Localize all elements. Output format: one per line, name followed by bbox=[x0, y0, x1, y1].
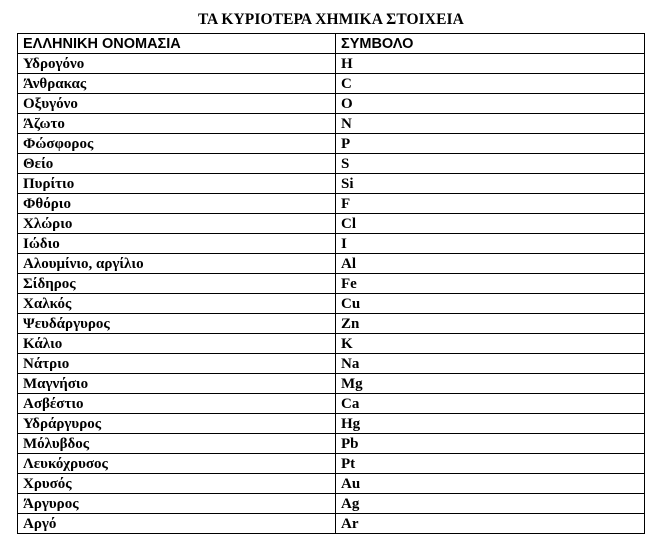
column-header-symbol: ΣΥΜΒΟΛΟ bbox=[336, 34, 645, 54]
table-row bbox=[18, 314, 645, 334]
element-name-cell: Νάτριο bbox=[18, 354, 336, 374]
table-row bbox=[18, 394, 645, 414]
elements-table bbox=[17, 33, 645, 534]
table-row bbox=[18, 234, 645, 254]
element-symbol-cell: P bbox=[336, 134, 645, 154]
element-symbol-cell: N bbox=[336, 114, 645, 134]
element-symbol-cell: Mg bbox=[336, 374, 645, 394]
element-name-cell: Ψευδάργυρος bbox=[18, 314, 336, 334]
element-symbol-cell: Pt bbox=[336, 454, 645, 474]
element-symbol-cell: Fe bbox=[336, 274, 645, 294]
table-row bbox=[18, 374, 645, 394]
table-row bbox=[18, 494, 645, 514]
element-symbol-cell: Na bbox=[336, 354, 645, 374]
element-name-cell: Υδράργυρος bbox=[18, 414, 336, 434]
element-symbol-cell: Pb bbox=[336, 434, 645, 454]
element-name-cell: Χλώριο bbox=[18, 214, 336, 234]
element-name-cell: Αλουμίνιο, αργίλιο bbox=[18, 254, 336, 274]
table-row bbox=[18, 134, 645, 154]
table-row bbox=[18, 154, 645, 174]
element-name-cell: Φθόριο bbox=[18, 194, 336, 214]
element-name-cell: Πυρίτιο bbox=[18, 174, 336, 194]
table-row bbox=[18, 434, 645, 454]
element-name-cell: Θείο bbox=[18, 154, 336, 174]
element-name-cell: Χαλκός bbox=[18, 294, 336, 314]
page-title: ΤΑ ΚΥΡΙΟΤΕΡΑ ΧΗΜΙΚΑ ΣΤΟΙΧΕΙΑ bbox=[198, 11, 464, 28]
element-symbol-cell: Hg bbox=[336, 414, 645, 434]
element-name-cell: Μόλυβδος bbox=[18, 434, 336, 454]
element-symbol-cell: Ag bbox=[336, 494, 645, 514]
table-row bbox=[18, 354, 645, 374]
element-symbol-cell: Cu bbox=[336, 294, 645, 314]
element-symbol-cell: Cl bbox=[336, 214, 645, 234]
element-name-cell: Κάλιο bbox=[18, 334, 336, 354]
table-header-row bbox=[18, 34, 645, 54]
table-row bbox=[18, 474, 645, 494]
element-name-cell: Οξυγόνο bbox=[18, 94, 336, 114]
element-name-cell: Υδρογόνο bbox=[18, 54, 336, 74]
table-row bbox=[18, 74, 645, 94]
table-row bbox=[18, 334, 645, 354]
element-symbol-cell: Ar bbox=[336, 514, 645, 534]
element-symbol-cell: Zn bbox=[336, 314, 645, 334]
element-name-cell: Μαγνήσιο bbox=[18, 374, 336, 394]
table-row bbox=[18, 54, 645, 74]
element-symbol-cell: K bbox=[336, 334, 645, 354]
element-name-cell: Ασβέστιο bbox=[18, 394, 336, 414]
element-symbol-cell: Al bbox=[336, 254, 645, 274]
element-symbol-cell: F bbox=[336, 194, 645, 214]
element-name-cell: Άνθρακας bbox=[18, 74, 336, 94]
element-symbol-cell: C bbox=[336, 74, 645, 94]
table-row bbox=[18, 214, 645, 234]
element-name-cell: Άργυρος bbox=[18, 494, 336, 514]
element-name-cell: Λευκόχρυσος bbox=[18, 454, 336, 474]
table-row bbox=[18, 514, 645, 534]
element-symbol-cell: I bbox=[336, 234, 645, 254]
element-symbol-cell: S bbox=[336, 154, 645, 174]
element-name-cell: Φώσφορος bbox=[18, 134, 336, 154]
element-symbol-cell: Au bbox=[336, 474, 645, 494]
element-name-cell: Άζωτο bbox=[18, 114, 336, 134]
element-symbol-cell: Si bbox=[336, 174, 645, 194]
element-name-cell: Χρυσός bbox=[18, 474, 336, 494]
table-row bbox=[18, 274, 645, 294]
table-row bbox=[18, 194, 645, 214]
table-row bbox=[18, 454, 645, 474]
element-name-cell: Σίδηρος bbox=[18, 274, 336, 294]
table-row bbox=[18, 174, 645, 194]
table-row bbox=[18, 114, 645, 134]
table-row bbox=[18, 294, 645, 314]
element-symbol-cell: O bbox=[336, 94, 645, 114]
element-name-cell: Αργό bbox=[18, 514, 336, 534]
element-symbol-cell: Ca bbox=[336, 394, 645, 414]
element-name-cell: Ιώδιο bbox=[18, 234, 336, 254]
table-row bbox=[18, 254, 645, 274]
element-symbol-cell: H bbox=[336, 54, 645, 74]
table-row bbox=[18, 414, 645, 434]
table-row bbox=[18, 94, 645, 114]
column-header-name: ΕΛΛΗΝΙΚΗ ΟΝΟΜΑΣΙΑ bbox=[18, 34, 336, 54]
